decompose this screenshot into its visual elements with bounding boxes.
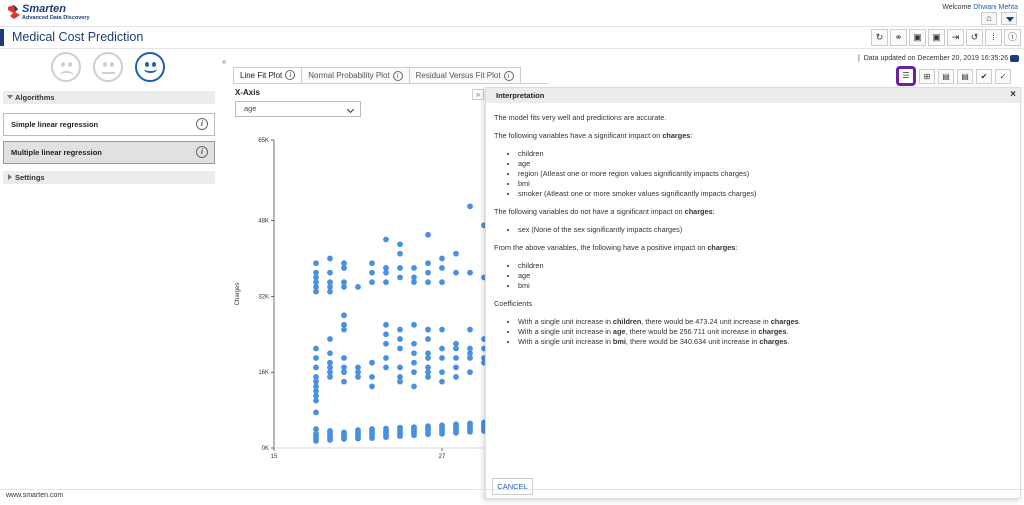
coefficient-item: [518, 337, 1020, 347]
data-point: [425, 365, 431, 371]
text: With a single unit increase in: [518, 337, 613, 346]
tab-label: Normal Probability Plot: [308, 71, 390, 80]
text: .: [787, 337, 790, 346]
x-axis-select[interactable]: age: [235, 101, 361, 117]
target-variable: charges: [684, 207, 713, 216]
data-point: [425, 350, 431, 356]
data-point: [383, 365, 389, 371]
data-point: [397, 265, 403, 271]
data-point: [383, 331, 389, 337]
data-point: [369, 426, 375, 432]
data-point: [397, 425, 403, 431]
info-icon[interactable]: i: [504, 71, 514, 81]
data-point: [453, 270, 459, 276]
data-point: [355, 284, 361, 290]
text: From the above variables, the following have a positive impact on: [494, 243, 708, 252]
text: With a single unit increase in: [518, 317, 613, 326]
data-point: [439, 379, 445, 385]
info-icon[interactable]: i: [285, 70, 295, 80]
data-point: [411, 369, 417, 375]
data-point: [369, 260, 375, 266]
y-tick-label: 0K: [261, 446, 269, 452]
data-point: [425, 279, 431, 285]
save-icon[interactable]: ▣: [909, 29, 926, 46]
page-toolbar: [871, 29, 1021, 47]
list-item: • smoker (Atleast one or more smoker values significantly impacts charges): [518, 189, 1020, 199]
data-point: [397, 241, 403, 247]
interpretation-title: Interpretation: [496, 91, 545, 100]
target-variable: charges: [662, 131, 691, 140]
y-tick-label: 65K: [258, 138, 269, 144]
data-point: [453, 251, 459, 257]
text: .: [798, 317, 801, 326]
text: The following variables do not have a significant impact on: [494, 207, 685, 216]
coefficient-item: [518, 317, 1020, 327]
title-bar: [0, 27, 1024, 49]
data-point: [467, 203, 473, 209]
logo-name: Smarten: [22, 3, 67, 15]
data-point: [453, 421, 459, 427]
data-point: [467, 369, 473, 375]
text: , there would be 340.634 unit increase in: [625, 337, 760, 346]
data-point: [383, 341, 389, 347]
data-point: [439, 346, 445, 352]
user-menu-button[interactable]: [1001, 12, 1017, 25]
info-icon[interactable]: i: [196, 118, 208, 130]
data-point: [425, 232, 431, 238]
data-point: [411, 424, 417, 430]
text: , there would be 256.711 unit increase in: [625, 327, 759, 336]
interpretation-body: [486, 103, 1020, 347]
double-check-icon[interactable]: ✔: [976, 69, 992, 84]
data-point: [439, 355, 445, 361]
data-point: [411, 350, 417, 356]
data-point: [425, 423, 431, 429]
data-point: [467, 346, 473, 352]
text: , there would be 473.24 unit increase in: [641, 317, 771, 326]
algorithm-label: Multiple linear regression: [11, 148, 102, 157]
plot-tabs: [233, 67, 520, 83]
data-point: [397, 336, 403, 342]
data-point: [341, 355, 347, 361]
list-item: • region (Atleast one or more region values significantly impacts charges): [518, 169, 1020, 179]
data-point: [411, 265, 417, 271]
undo-icon[interactable]: ↺: [966, 29, 983, 46]
x-tick-label: 15: [270, 454, 278, 460]
list-item: • sex (None of the sex significantly impacts charges): [518, 225, 1020, 235]
data-point: [397, 346, 403, 352]
text: :: [690, 131, 693, 140]
data-point: [467, 420, 473, 426]
home-icon: ⌂: [986, 13, 992, 23]
data-point: [341, 379, 347, 385]
data-point: [397, 327, 403, 333]
data-point: [411, 322, 417, 328]
data-point: [355, 365, 361, 371]
check-icon[interactable]: ✓: [995, 69, 1011, 84]
data-point: [453, 374, 459, 380]
smarten-logo-icon: [6, 4, 22, 20]
data-point: [425, 270, 431, 276]
save-as-icon[interactable]: ▣: [928, 29, 945, 46]
link-icon[interactable]: ⚭: [890, 29, 907, 46]
data-point: [313, 410, 319, 416]
tab-label: Residual Versus Fit Plot: [415, 71, 501, 80]
text: With a single unit increase in: [518, 327, 613, 336]
target-variable: charges: [758, 327, 787, 336]
data-point: [411, 341, 417, 347]
neutral-face-icon[interactable]: [93, 52, 123, 82]
text: The following variables have a significant impact on: [494, 131, 663, 140]
tabs-divider: [233, 83, 548, 84]
data-point: [439, 279, 445, 285]
refresh-icon[interactable]: ↻: [871, 29, 888, 46]
data-point: [327, 360, 333, 366]
grid-icon[interactable]: ⁞: [985, 29, 1002, 46]
list-item: • bmi: [518, 281, 1020, 291]
data-updated-text: | Data updated on December 20, 2019 16:35:26: [858, 55, 1009, 62]
tab-label: Line Fit Plot: [240, 70, 283, 80]
data-point: [411, 384, 417, 390]
x-axis-label: X-Axis: [235, 88, 260, 97]
data-point: [313, 365, 319, 371]
data-point: [327, 270, 333, 276]
interpretation-header: [486, 88, 1020, 103]
data-point: [425, 327, 431, 333]
list-item: • age: [518, 159, 1020, 169]
home-button[interactable]: [981, 12, 997, 25]
settings-section-header[interactable]: Settings: [3, 171, 215, 184]
data-point: [439, 422, 445, 428]
happy-face-icon[interactable]: [135, 52, 165, 82]
collapse-sidebar-icon[interactable]: «: [222, 57, 227, 66]
text: :: [735, 243, 738, 252]
feedback-faces: [51, 52, 171, 86]
text: :: [712, 207, 715, 216]
coefficient-item: [518, 327, 1020, 337]
positive-heading: [494, 243, 1020, 253]
data-point: [439, 369, 445, 375]
interpretation-icon[interactable]: ☰: [896, 66, 916, 86]
data-updated-label: Data updated on December 20, 2019 16:35:26: [863, 55, 1009, 62]
algorithm-label: Simple linear regression: [11, 120, 99, 129]
list-item: • bmi: [518, 179, 1020, 189]
data-point: [467, 270, 473, 276]
smarten-logo[interactable]: [6, 3, 116, 25]
not-significant-heading: [494, 207, 1020, 217]
significant-heading: [494, 131, 1020, 141]
list-item: • children: [518, 261, 1020, 271]
y-tick-label: 16K: [258, 370, 269, 377]
data-point: [383, 237, 389, 243]
data-point: [327, 279, 333, 285]
data-point: [341, 365, 347, 371]
sidebar: [0, 49, 222, 489]
top-bar: [0, 0, 1024, 27]
user-name[interactable]: Dhwani Mehta: [973, 4, 1018, 11]
data-point: [341, 312, 347, 318]
info-icon[interactable]: i: [393, 71, 403, 81]
data-point: [383, 355, 389, 361]
data-point: [383, 279, 389, 285]
data-point: [341, 322, 347, 328]
data-point: [411, 275, 417, 281]
data-point: [383, 265, 389, 271]
data-point: [369, 360, 375, 366]
data-point: [467, 327, 473, 333]
y-tick-label: 32K: [258, 294, 269, 301]
data-point: [425, 336, 431, 342]
data-point: [383, 426, 389, 432]
data-point: [425, 260, 431, 266]
x-tick-label: 27: [438, 454, 446, 460]
data-point: [341, 279, 347, 285]
coefficients-heading: Coefficients: [494, 299, 532, 308]
y-tick-label: 48K: [258, 218, 269, 225]
data-point: [313, 270, 319, 276]
data-point: [397, 251, 403, 257]
data-point: [369, 270, 375, 276]
algorithm-multiple-linear-regression[interactable]: [3, 141, 215, 164]
data-point: [383, 322, 389, 328]
logo-tagline: Advanced Data Discovery: [22, 15, 90, 21]
table-chart-icon[interactable]: ⊞: [919, 69, 935, 84]
coefficient-variable: children: [612, 317, 642, 326]
data-point: [327, 256, 333, 262]
title-accent: [0, 29, 4, 46]
welcome-text: [942, 4, 1018, 11]
data-point: [369, 384, 375, 390]
data-point: [411, 360, 417, 366]
tab-line-fit-plot[interactable]: [233, 67, 302, 83]
scatter-chart: [226, 130, 490, 465]
algorithm-simple-linear-regression[interactable]: [3, 113, 215, 136]
fit-summary: The model fits very well and predictions are accurate.: [494, 113, 667, 122]
chart-toolbar: [898, 69, 1011, 86]
data-point: [397, 374, 403, 380]
close-icon[interactable]: ×: [1010, 89, 1016, 100]
data-point: [341, 260, 347, 266]
positive-list: [518, 261, 1020, 291]
data-point: [313, 374, 319, 380]
data-point: [341, 429, 347, 435]
target-variable: charges: [770, 317, 799, 326]
coefficient-variable: bmi: [612, 337, 626, 346]
data-point: [439, 265, 445, 271]
page-title: Medical Cost Prediction: [12, 30, 144, 44]
list-item: • age: [518, 271, 1020, 281]
footer-url[interactable]: www.smarten.com: [6, 492, 64, 499]
comment-icon[interactable]: [1010, 55, 1019, 62]
data-point: [327, 428, 333, 434]
tab-residual-versus-fit-plot[interactable]: [409, 67, 521, 83]
text: .: [786, 327, 789, 336]
info-icon[interactable]: ⓘ: [1004, 29, 1021, 46]
data-point: [439, 256, 445, 262]
interpretation-panel: [485, 87, 1021, 499]
data-point: [453, 365, 459, 371]
data-point: [439, 327, 445, 333]
data-point: [313, 355, 319, 361]
welcome-prefix: Welcome: [942, 4, 972, 11]
grid-view-icon[interactable]: ▤: [938, 69, 954, 84]
footer: [0, 489, 1024, 505]
tab-normal-probability-plot[interactable]: [301, 67, 409, 83]
data-point: [397, 365, 403, 371]
data-point: [453, 341, 459, 347]
coefficients-list: [518, 317, 1020, 347]
data-point: [313, 426, 319, 432]
cancel-button[interactable]: CANCEL: [492, 478, 533, 495]
expand-panel-icon[interactable]: »: [472, 89, 484, 100]
info-icon[interactable]: i: [196, 146, 208, 158]
list-view-icon[interactable]: ▤: [957, 69, 973, 84]
data-point: [313, 260, 319, 266]
target-variable: charges: [759, 337, 788, 346]
data-point: [369, 374, 375, 380]
y-axis-title: Charges: [235, 282, 241, 306]
data-point: [327, 350, 333, 356]
data-point: [397, 275, 403, 281]
export-icon[interactable]: ⇥: [947, 29, 964, 46]
data-point: [327, 336, 333, 342]
coefficient-variable: age: [612, 327, 626, 336]
data-point: [369, 279, 375, 285]
list-item: • children: [518, 149, 1020, 159]
data-point: [313, 346, 319, 352]
significant-list: [518, 149, 1020, 199]
algorithms-section-header[interactable]: Algorithms: [3, 91, 215, 104]
sad-face-icon[interactable]: [51, 52, 81, 82]
not-significant-list: [518, 225, 1020, 235]
data-point: [355, 427, 361, 433]
target-variable: charges: [707, 243, 736, 252]
data-point: [453, 355, 459, 361]
